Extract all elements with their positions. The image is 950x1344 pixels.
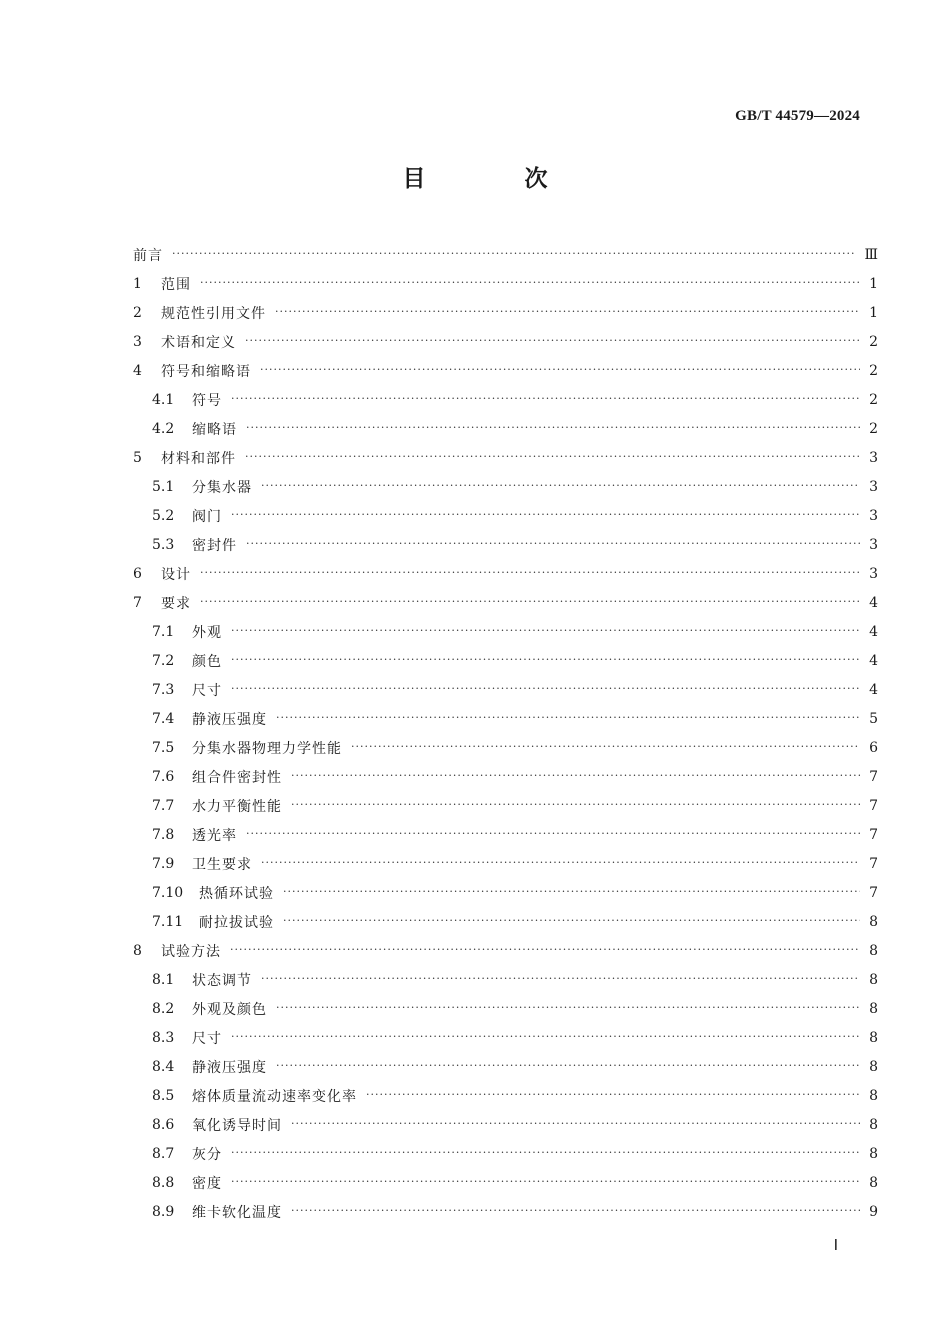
toc-entry[interactable] [133, 240, 878, 269]
toc-entry-label: 符号和缩略语 [161, 363, 251, 380]
dot-leader [291, 770, 860, 784]
toc-entry-label: 前言 [133, 247, 163, 264]
dot-leader [230, 944, 860, 958]
dot-leader [276, 1060, 860, 1074]
toc-entry-number: 8.4 [152, 1058, 175, 1075]
toc-entry-number: 7 [133, 594, 142, 611]
toc-entry-page: 3 [869, 478, 878, 495]
toc-entry-page: 9 [869, 1203, 878, 1220]
toc-entry-label: 分集水器物理力学性能 [192, 740, 342, 757]
dot-leader [261, 973, 860, 987]
toc-entry-number: 8.8 [152, 1174, 175, 1191]
dot-leader [200, 596, 860, 610]
toc-entry-number: 6 [133, 565, 142, 582]
dot-leader [260, 364, 860, 378]
dot-leader [246, 422, 860, 436]
dot-leader [261, 480, 860, 494]
toc-entry-number: 7.11 [152, 913, 184, 930]
toc-entry-number: 8.6 [152, 1116, 175, 1133]
table-of-contents [133, 240, 878, 1226]
toc-entry[interactable] [133, 1110, 878, 1139]
toc-entry[interactable] [133, 1052, 878, 1081]
dot-leader [246, 828, 860, 842]
toc-entry-label: 试验方法 [161, 943, 221, 960]
toc-entry-number: 7.2 [152, 652, 175, 669]
toc-entry-page: 4 [869, 623, 878, 640]
page-number: Ⅰ [833, 1238, 838, 1254]
toc-entry-label: 卫生要求 [192, 856, 252, 873]
toc-entry[interactable] [133, 269, 878, 298]
dot-leader [245, 335, 860, 349]
toc-entry[interactable] [133, 530, 878, 559]
toc-entry-number: 1 [133, 275, 142, 292]
toc-entry-label: 热循环试验 [199, 885, 274, 902]
toc-entry-label: 组合件密封性 [192, 769, 282, 786]
toc-entry-label: 尺寸 [192, 1030, 222, 1047]
toc-entry-page: 2 [869, 420, 878, 437]
toc-entry-page: 8 [869, 971, 878, 988]
toc-entry-page: 8 [869, 942, 878, 959]
toc-entry[interactable] [133, 356, 878, 385]
toc-entry[interactable] [133, 1139, 878, 1168]
toc-entry-page: 8 [869, 1058, 878, 1075]
toc-entry-label: 规范性引用文件 [161, 305, 266, 322]
toc-entry-number: 8.2 [152, 1000, 175, 1017]
toc-entry-label: 尺寸 [192, 682, 222, 699]
toc-entry-number: 7.9 [152, 855, 175, 872]
toc-entry-page: 7 [869, 855, 878, 872]
toc-entry[interactable] [133, 443, 878, 472]
dot-leader [172, 248, 855, 262]
dot-leader [366, 1089, 860, 1103]
toc-entry[interactable] [133, 617, 878, 646]
toc-entry-number: 8.7 [152, 1145, 175, 1162]
dot-leader [231, 1031, 860, 1045]
toc-entry[interactable] [133, 936, 878, 965]
toc-entry-number: 7.3 [152, 681, 175, 698]
toc-entry-number: 7.1 [152, 623, 175, 640]
dot-leader [351, 741, 860, 755]
toc-entry[interactable] [133, 704, 878, 733]
toc-entry-label: 状态调节 [192, 972, 252, 989]
toc-entry-page: 2 [869, 333, 878, 350]
toc-entry-page: 8 [869, 1145, 878, 1162]
dot-leader [283, 886, 860, 900]
toc-entry[interactable] [133, 1197, 878, 1226]
toc-entry-page: 1 [869, 275, 878, 292]
toc-entry-label: 熔体质量流动速率变化率 [192, 1088, 357, 1105]
dot-leader [291, 799, 860, 813]
dot-leader [275, 306, 860, 320]
toc-entry[interactable] [133, 733, 878, 762]
toc-entry[interactable] [133, 820, 878, 849]
toc-entry[interactable] [133, 849, 878, 878]
dot-leader [231, 1176, 860, 1190]
toc-entry[interactable] [133, 878, 878, 907]
dot-leader [245, 451, 860, 465]
toc-entry-label: 术语和定义 [161, 334, 236, 351]
toc-entry-page: 3 [869, 507, 878, 524]
toc-entry[interactable] [133, 1168, 878, 1197]
toc-entry-page: Ⅲ [864, 246, 878, 263]
toc-entry-page: 3 [869, 536, 878, 553]
toc-entry-page: 8 [869, 1174, 878, 1191]
dot-leader [231, 393, 860, 407]
toc-entry-label: 维卡软化温度 [192, 1204, 282, 1221]
toc-entry-label: 设计 [161, 566, 191, 583]
toc-entry-label: 范围 [161, 276, 191, 293]
toc-entry-number: 7.4 [152, 710, 175, 727]
toc-entry[interactable] [133, 907, 878, 936]
toc-entry-page: 2 [869, 391, 878, 408]
dot-leader [231, 654, 860, 668]
toc-entry-number: 8 [133, 942, 142, 959]
toc-entry[interactable] [133, 385, 878, 414]
toc-entry-page: 3 [869, 565, 878, 582]
toc-entry-label: 缩略语 [192, 421, 237, 438]
toc-entry-label: 透光率 [192, 827, 237, 844]
toc-entry-label: 静液压强度 [192, 711, 267, 728]
toc-entry-page: 8 [869, 1087, 878, 1104]
toc-entry-label: 颜色 [192, 653, 222, 670]
dot-leader [246, 538, 860, 552]
toc-entry[interactable] [133, 327, 878, 356]
toc-entry[interactable] [133, 646, 878, 675]
dot-leader [200, 567, 860, 581]
toc-entry-number: 8.1 [152, 971, 175, 988]
dot-leader [261, 857, 860, 871]
toc-entry[interactable] [133, 1023, 878, 1052]
toc-entry-number: 7.5 [152, 739, 175, 756]
toc-entry-page: 7 [869, 768, 878, 785]
toc-entry[interactable] [133, 298, 878, 327]
toc-entry-label: 静液压强度 [192, 1059, 267, 1076]
toc-entry-number: 4.2 [152, 420, 175, 437]
toc-entry-number: 4.1 [152, 391, 175, 408]
toc-entry-label: 材料和部件 [161, 450, 236, 467]
toc-entry-page: 6 [869, 739, 878, 756]
toc-entry-number: 8.9 [152, 1203, 175, 1220]
dot-leader [231, 1147, 860, 1161]
toc-entry-number: 5.2 [152, 507, 175, 524]
toc-entry-number: 8.5 [152, 1087, 175, 1104]
toc-entry-number: 8.3 [152, 1029, 175, 1046]
toc-entry-page: 4 [869, 681, 878, 698]
dot-leader [231, 683, 860, 697]
toc-entry-number: 5.3 [152, 536, 175, 553]
dot-leader [291, 1205, 860, 1219]
toc-entry-number: 7.6 [152, 768, 175, 785]
toc-entry-label: 外观及颜色 [192, 1001, 267, 1018]
toc-entry-page: 8 [869, 913, 878, 930]
toc-entry-page: 7 [869, 826, 878, 843]
toc-entry-label: 耐拉拔试验 [199, 914, 274, 931]
toc-entry-number: 3 [133, 333, 142, 350]
page-title: 目 次 [402, 166, 586, 192]
toc-entry-number: 5.1 [152, 478, 175, 495]
toc-entry-label: 灰分 [192, 1146, 222, 1163]
toc-entry-label: 阀门 [192, 508, 222, 525]
toc-entry-number: 4 [133, 362, 142, 379]
dot-leader [200, 277, 860, 291]
toc-entry[interactable] [133, 791, 878, 820]
toc-entry-page: 8 [869, 1029, 878, 1046]
toc-entry[interactable] [133, 965, 878, 994]
toc-entry-number: 5 [133, 449, 142, 466]
dot-leader [291, 1118, 860, 1132]
standard-code: GB/T 44579—2024 [735, 108, 860, 124]
toc-entry-page: 2 [869, 362, 878, 379]
toc-entry-number: 7.10 [152, 884, 184, 901]
toc-entry[interactable] [133, 472, 878, 501]
toc-entry-page: 4 [869, 594, 878, 611]
toc-entry-page: 8 [869, 1116, 878, 1133]
toc-entry-label: 符号 [192, 392, 222, 409]
toc-entry[interactable] [133, 1081, 878, 1110]
toc-entry-label: 氧化诱导时间 [192, 1117, 282, 1134]
toc-entry-label: 水力平衡性能 [192, 798, 282, 815]
toc-entry-label: 外观 [192, 624, 222, 641]
dot-leader [283, 915, 860, 929]
toc-entry-page: 7 [869, 884, 878, 901]
toc-entry[interactable] [133, 588, 878, 617]
toc-entry-page: 4 [869, 652, 878, 669]
toc-entry-number: 2 [133, 304, 142, 321]
toc-entry-label: 分集水器 [192, 479, 252, 496]
toc-entry-page: 7 [869, 797, 878, 814]
toc-entry[interactable] [133, 414, 878, 443]
toc-entry-page: 1 [869, 304, 878, 321]
dot-leader [276, 1002, 860, 1016]
toc-entry[interactable] [133, 762, 878, 791]
toc-entry[interactable] [133, 501, 878, 530]
dot-leader [231, 625, 860, 639]
toc-entry[interactable] [133, 994, 878, 1023]
toc-entry-label: 密度 [192, 1175, 222, 1192]
toc-entry-page: 5 [869, 710, 878, 727]
dot-leader [276, 712, 860, 726]
dot-leader [231, 509, 860, 523]
toc-entry-label: 要求 [161, 595, 191, 612]
toc-entry-page: 3 [869, 449, 878, 466]
toc-entry-number: 7.7 [152, 797, 175, 814]
toc-entry[interactable] [133, 675, 878, 704]
toc-entry-page: 8 [869, 1000, 878, 1017]
toc-entry[interactable] [133, 559, 878, 588]
toc-entry-number: 7.8 [152, 826, 175, 843]
toc-entry-label: 密封件 [192, 537, 237, 554]
